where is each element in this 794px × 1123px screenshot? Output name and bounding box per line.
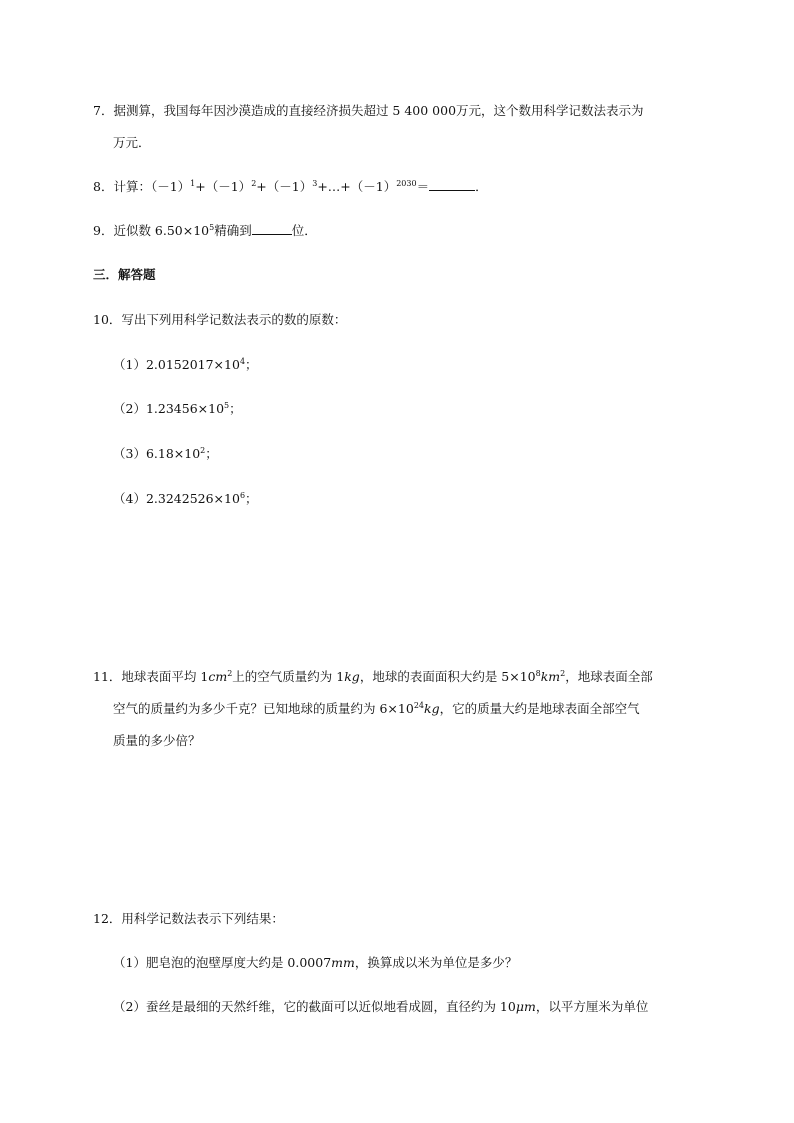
question-12-part-2: （2）蚕丝是最细的天然纤维，它的截面可以近似地看成圆，直径约为 10μm，以平方厘米为单位: [113, 999, 649, 1014]
question-12-stem: 12．用科学记数法表示下列结果：: [93, 911, 284, 926]
question-7-line-1: 7．据测算，我国每年因沙漠造成的直接经济损失超过 5 400 000万元，这个数用科学记数法表示为: [93, 103, 644, 118]
question-11-line-3: 质量的多少倍？: [113, 733, 201, 748]
question-7-line-2: 万元．: [113, 135, 151, 150]
question-11-line-1: 11．地球表面平均 $1cm^2$上的空气质量约为 1kg，地球的表面面积大约是 $5\times 10^8km^2$，地球表面全部: [93, 668, 653, 684]
question-10-item-4: $(4)2.3242526\times 10^6$；: [113, 490, 258, 506]
answer-blank: [252, 222, 292, 235]
question-8: 8．计算：$(-1)^1+(-1)^2+(-1)^3+\dots+(-1)^{2030}=$ ．: [93, 178, 488, 194]
question-10-stem: 10．写出下列用科学记数法表示的数的原数：: [93, 312, 347, 327]
question-9: 9．近似数 $6.50\times 10^5$精确到 位．: [93, 222, 317, 238]
question-10-item-3: $(3)6.18\times 10^2$；: [113, 445, 218, 461]
section-heading: 三．解答题: [93, 267, 156, 282]
question-12-part-1: （1）肥皂泡的泡壁厚度大约是 0.0007mm，换算成以米为单位是多少？: [113, 955, 518, 970]
answer-blank: [429, 178, 475, 191]
question-10-item-2: $(2)1.23456\times 10^5$；: [113, 400, 242, 416]
question-10-item-1: $(1)2.0152017\times 10^4$；: [113, 356, 258, 372]
question-11-line-2: 空气的质量约为多少千克？已知地球的质量约为 $6\times 10^{24}kg$，它的质量大约是地球表面全部空气: [113, 700, 640, 716]
